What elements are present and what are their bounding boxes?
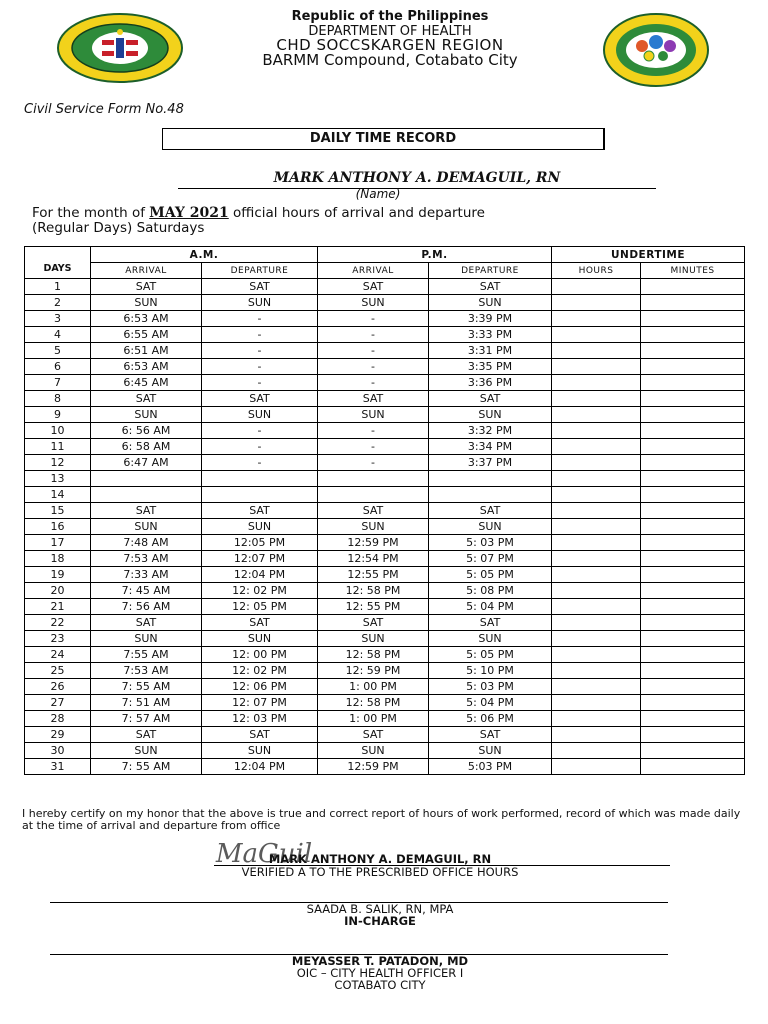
- am-departure-cell: 12: 07 PM: [202, 695, 318, 711]
- pm-arrival-cell: -: [318, 455, 429, 471]
- undertime-hours-cell: [552, 727, 641, 743]
- undertime-hours-cell: [552, 535, 641, 551]
- undertime-minutes-cell: [641, 359, 745, 375]
- pm-arrival-cell: 1: 00 PM: [318, 679, 429, 695]
- undertime-minutes-cell: [641, 647, 745, 663]
- table-row: [25, 711, 745, 727]
- am-departure-cell: 12: 03 PM: [202, 711, 318, 727]
- undertime-hours-cell: [552, 679, 641, 695]
- undertime-minutes-cell: [641, 455, 745, 471]
- undertime-hours-cell: [552, 663, 641, 679]
- day-cell: 8: [25, 391, 91, 407]
- table-row: [25, 583, 745, 599]
- table-row: [25, 599, 745, 615]
- month-prefix: For the month of: [32, 205, 145, 221]
- pm-arrival-cell: -: [318, 311, 429, 327]
- day-cell: 29: [25, 727, 91, 743]
- pm-departure-cell: SUN: [429, 743, 552, 759]
- pm-departure-cell: SUN: [429, 407, 552, 423]
- undertime-minutes-cell: [641, 423, 745, 439]
- table-row: [25, 423, 745, 439]
- am-arrival-cell: 6: 58 AM: [91, 439, 202, 455]
- pm-arrival-cell: -: [318, 439, 429, 455]
- pm-departure-cell: SUN: [429, 295, 552, 311]
- am-arrival-cell: 6:51 AM: [91, 343, 202, 359]
- pm-arrival-cell: SUN: [318, 295, 429, 311]
- day-cell: 14: [25, 487, 91, 503]
- pm-arrival-cell: -: [318, 375, 429, 391]
- day-cell: 3: [25, 311, 91, 327]
- undertime-hours-cell: [552, 423, 641, 439]
- am-departure-cell: SAT: [202, 727, 318, 743]
- undertime-hours-cell: [552, 455, 641, 471]
- table-row: [25, 487, 745, 503]
- am-arrival-cell: [91, 471, 202, 487]
- am-arrival-cell: 7:55 AM: [91, 647, 202, 663]
- form-title: DAILY TIME RECORD: [162, 128, 605, 150]
- am-departure-cell: [202, 471, 318, 487]
- day-cell: 26: [25, 679, 91, 695]
- day-cell: 25: [25, 663, 91, 679]
- pm-arrival-cell: -: [318, 359, 429, 375]
- am-departure-cell: 12: 02 PM: [202, 583, 318, 599]
- day-cell: 2: [25, 295, 91, 311]
- am-departure-cell: SUN: [202, 631, 318, 647]
- undertime-minutes-cell: [641, 327, 745, 343]
- signatory1-caption: VERIFIED A TO THE PRESCRIBED OFFICE HOURS: [241, 865, 519, 879]
- pm-arrival-cell: 12: 55 PM: [318, 599, 429, 615]
- undertime-minutes-cell: [641, 439, 745, 455]
- undertime-hours-cell: [552, 551, 641, 567]
- pm-departure-cell: 3:39 PM: [429, 311, 552, 327]
- am-arrival-cell: SAT: [91, 279, 202, 295]
- undertime-minutes-cell: [641, 551, 745, 567]
- table-row: [25, 535, 745, 551]
- day-cell: 18: [25, 551, 91, 567]
- pm-arrival-cell: -: [318, 343, 429, 359]
- pm-arrival-cell: 12: 58 PM: [318, 695, 429, 711]
- day-cell: 31: [25, 759, 91, 775]
- am-arrival-cell: 6:53 AM: [91, 359, 202, 375]
- day-cell: 10: [25, 423, 91, 439]
- day-cell: 15: [25, 503, 91, 519]
- table-row: [25, 695, 745, 711]
- day-cell: 30: [25, 743, 91, 759]
- pm-arrival-cell: SAT: [318, 279, 429, 295]
- pm-departure-cell: 5: 05 PM: [429, 567, 552, 583]
- day-cell: 20: [25, 583, 91, 599]
- pm-arrival-cell: SUN: [318, 631, 429, 647]
- pm-departure-cell: 3:32 PM: [429, 423, 552, 439]
- am-departure-cell: 12: 06 PM: [202, 679, 318, 695]
- am-arrival-cell: 7: 55 AM: [91, 679, 202, 695]
- undertime-hours-cell: [552, 711, 641, 727]
- am-departure-cell: 12: 02 PM: [202, 663, 318, 679]
- am-arrival-cell: SAT: [91, 615, 202, 631]
- pm-arrival-header: ARRIVAL: [318, 263, 429, 279]
- time-record-table: [24, 246, 745, 775]
- undertime-minutes-cell: [641, 471, 745, 487]
- am-arrival-cell: 7:48 AM: [91, 535, 202, 551]
- undertime-hours-cell: [552, 471, 641, 487]
- am-departure-cell: -: [202, 423, 318, 439]
- am-arrival-cell: 7: 56 AM: [91, 599, 202, 615]
- am-departure-header: DEPARTURE: [202, 263, 318, 279]
- am-departure-cell: -: [202, 375, 318, 391]
- time-record-body: [25, 279, 745, 775]
- table-row: [25, 295, 745, 311]
- table-row: [25, 743, 745, 759]
- pm-arrival-cell: 12: 58 PM: [318, 583, 429, 599]
- am-departure-cell: SUN: [202, 295, 318, 311]
- pm-departure-cell: 5: 08 PM: [429, 583, 552, 599]
- am-departure-cell: SAT: [202, 391, 318, 407]
- day-cell: 28: [25, 711, 91, 727]
- table-row: [25, 311, 745, 327]
- days-header: DAYS: [25, 247, 91, 279]
- undertime-minutes-cell: [641, 519, 745, 535]
- day-cell: 27: [25, 695, 91, 711]
- undertime-hours-cell: [552, 567, 641, 583]
- month-suffix: official hours of arrival and departure: [233, 205, 485, 221]
- undertime-minutes-cell: [641, 743, 745, 759]
- day-cell: 17: [25, 535, 91, 551]
- undertime-minutes-cell: [641, 615, 745, 631]
- am-arrival-cell: SAT: [91, 391, 202, 407]
- undertime-minutes-header: MINUTES: [641, 263, 745, 279]
- pm-arrival-cell: 12:55 PM: [318, 567, 429, 583]
- pm-departure-cell: 3:37 PM: [429, 455, 552, 471]
- am-arrival-cell: 6:47 AM: [91, 455, 202, 471]
- pm-arrival-cell: 1: 00 PM: [318, 711, 429, 727]
- pm-arrival-cell: 12:59 PM: [318, 759, 429, 775]
- pm-header: P.M.: [318, 247, 552, 263]
- am-arrival-cell: 6:45 AM: [91, 375, 202, 391]
- table-row: [25, 759, 745, 775]
- table-row: [25, 439, 745, 455]
- employee-name: MARK ANTHONY A. DEMAGUIL, RN: [178, 170, 656, 189]
- undertime-minutes-cell: [641, 759, 745, 775]
- pm-arrival-cell: -: [318, 423, 429, 439]
- pm-arrival-cell: 12: 59 PM: [318, 663, 429, 679]
- day-cell: 16: [25, 519, 91, 535]
- pm-arrival-cell: SUN: [318, 519, 429, 535]
- am-arrival-cell: 6:53 AM: [91, 311, 202, 327]
- am-departure-cell: SUN: [202, 519, 318, 535]
- undertime-minutes-cell: [641, 583, 745, 599]
- signatory3-name: MEYASSER T. PATADON, MD: [291, 954, 469, 968]
- table-row: [25, 727, 745, 743]
- day-cell: 7: [25, 375, 91, 391]
- table-row: [25, 279, 745, 295]
- am-departure-cell: 12: 05 PM: [202, 599, 318, 615]
- am-departure-cell: -: [202, 327, 318, 343]
- pm-arrival-cell: SAT: [318, 615, 429, 631]
- table-row: [25, 503, 745, 519]
- day-cell: 9: [25, 407, 91, 423]
- header-region: CHD SOCCSKARGEN REGION: [276, 36, 504, 54]
- pm-departure-cell: SAT: [429, 391, 552, 407]
- pm-departure-cell: SUN: [429, 631, 552, 647]
- am-departure-cell: SAT: [202, 503, 318, 519]
- am-departure-cell: 12:05 PM: [202, 535, 318, 551]
- day-cell: 13: [25, 471, 91, 487]
- undertime-minutes-cell: [641, 375, 745, 391]
- pm-departure-cell: [429, 487, 552, 503]
- month-value: MAY 2021: [149, 205, 229, 221]
- am-arrival-cell: SAT: [91, 503, 202, 519]
- undertime-minutes-cell: [641, 407, 745, 423]
- am-departure-cell: SUN: [202, 407, 318, 423]
- am-arrival-cell: 6: 56 AM: [91, 423, 202, 439]
- am-arrival-cell: 7: 55 AM: [91, 759, 202, 775]
- undertime-minutes-cell: [641, 535, 745, 551]
- day-cell: 19: [25, 567, 91, 583]
- am-departure-cell: -: [202, 455, 318, 471]
- am-arrival-cell: SAT: [91, 727, 202, 743]
- pm-departure-cell: SAT: [429, 727, 552, 743]
- certification-text: I hereby certify on my honor that the above is true and correct report of hours of work performed, record of which was made daily at the time of arrival and departure from office: [22, 807, 741, 832]
- pm-arrival-cell: [318, 471, 429, 487]
- am-departure-cell: SUN: [202, 743, 318, 759]
- doh-seal-logo: [56, 12, 184, 84]
- undertime-header: UNDERTIME: [552, 247, 745, 263]
- undertime-hours-cell: [552, 631, 641, 647]
- pm-arrival-cell: SAT: [318, 391, 429, 407]
- pm-departure-cell: 5: 04 PM: [429, 695, 552, 711]
- day-cell: 22: [25, 615, 91, 631]
- pm-departure-cell: 5: 10 PM: [429, 663, 552, 679]
- header-republic: Republic of the Philippines: [291, 9, 489, 24]
- am-arrival-cell: 7:53 AM: [91, 663, 202, 679]
- day-cell: 21: [25, 599, 91, 615]
- pm-departure-cell: 3:35 PM: [429, 359, 552, 375]
- am-departure-cell: SAT: [202, 279, 318, 295]
- table-row: [25, 359, 745, 375]
- undertime-hours-cell: [552, 695, 641, 711]
- pm-departure-cell: 5: 03 PM: [429, 679, 552, 695]
- am-arrival-cell: SUN: [91, 519, 202, 535]
- signature-mark: MaGuil: [215, 839, 313, 869]
- am-arrival-cell: 7: 45 AM: [91, 583, 202, 599]
- am-arrival-cell: 7: 57 AM: [91, 711, 202, 727]
- pm-departure-cell: 5: 06 PM: [429, 711, 552, 727]
- day-cell: 5: [25, 343, 91, 359]
- am-header: A.M.: [91, 247, 318, 263]
- am-departure-cell: 12:04 PM: [202, 759, 318, 775]
- undertime-hours-cell: [552, 359, 641, 375]
- undertime-hours-cell: [552, 375, 641, 391]
- month-line2: (Regular Days) Saturdays: [32, 220, 205, 236]
- table-row: [25, 455, 745, 471]
- pm-departure-cell: SAT: [429, 615, 552, 631]
- pm-departure-cell: SAT: [429, 279, 552, 295]
- table-row: [25, 375, 745, 391]
- month-statement: [32, 206, 752, 236]
- pm-departure-cell: 3:36 PM: [429, 375, 552, 391]
- table-row: [25, 343, 745, 359]
- am-departure-cell: -: [202, 343, 318, 359]
- table-row: [25, 471, 745, 487]
- am-departure-cell: 12: 00 PM: [202, 647, 318, 663]
- undertime-hours-cell: [552, 759, 641, 775]
- undertime-hours-cell: [552, 407, 641, 423]
- undertime-minutes-cell: [641, 391, 745, 407]
- am-departure-cell: 12:04 PM: [202, 567, 318, 583]
- am-arrival-cell: 6:55 AM: [91, 327, 202, 343]
- pm-departure-cell: 5:03 PM: [429, 759, 552, 775]
- undertime-minutes-cell: [641, 695, 745, 711]
- undertime-minutes-cell: [641, 503, 745, 519]
- pm-arrival-cell: [318, 487, 429, 503]
- table-row: [25, 551, 745, 567]
- am-departure-cell: -: [202, 439, 318, 455]
- undertime-minutes-cell: [641, 311, 745, 327]
- signatory1-name: MARK ANTHONY A. DEMAGUIL, RN: [268, 852, 492, 866]
- pm-arrival-cell: 12:59 PM: [318, 535, 429, 551]
- undertime-hours-cell: [552, 327, 641, 343]
- table-row: [25, 663, 745, 679]
- table-row: [25, 679, 745, 695]
- undertime-hours-cell: [552, 647, 641, 663]
- day-cell: 6: [25, 359, 91, 375]
- table-row: [25, 519, 745, 535]
- pm-arrival-cell: SAT: [318, 727, 429, 743]
- undertime-hours-cell: [552, 599, 641, 615]
- undertime-minutes-cell: [641, 631, 745, 647]
- am-departure-cell: -: [202, 359, 318, 375]
- undertime-hours-cell: [552, 615, 641, 631]
- am-arrival-header: ARRIVAL: [91, 263, 202, 279]
- am-arrival-cell: SUN: [91, 631, 202, 647]
- table-row: [25, 631, 745, 647]
- am-arrival-cell: 7:33 AM: [91, 567, 202, 583]
- pm-arrival-cell: 12: 58 PM: [318, 647, 429, 663]
- signatory3-location: COTABATO CITY: [334, 978, 426, 992]
- pm-departure-cell: SUN: [429, 519, 552, 535]
- undertime-minutes-cell: [641, 711, 745, 727]
- header-department: DEPARTMENT OF HEALTH: [308, 24, 472, 39]
- header-address: BARMM Compound, Cotabato City: [262, 51, 518, 69]
- pm-departure-header: DEPARTURE: [429, 263, 552, 279]
- pm-departure-cell: 3:34 PM: [429, 439, 552, 455]
- day-cell: 24: [25, 647, 91, 663]
- name-caption: (Name): [355, 187, 401, 201]
- undertime-hours-cell: [552, 487, 641, 503]
- am-arrival-cell: SUN: [91, 407, 202, 423]
- table-row: [25, 615, 745, 631]
- table-row: [25, 647, 745, 663]
- undertime-hours-cell: [552, 439, 641, 455]
- day-cell: 11: [25, 439, 91, 455]
- pm-departure-cell: 5: 07 PM: [429, 551, 552, 567]
- undertime-hours-cell: [552, 743, 641, 759]
- regional-office-seal-logo: [602, 12, 710, 88]
- undertime-minutes-cell: [641, 279, 745, 295]
- day-cell: 4: [25, 327, 91, 343]
- undertime-minutes-cell: [641, 295, 745, 311]
- undertime-minutes-cell: [641, 727, 745, 743]
- undertime-hours-cell: [552, 391, 641, 407]
- pm-arrival-cell: SUN: [318, 407, 429, 423]
- undertime-hours-cell: [552, 343, 641, 359]
- table-row: [25, 407, 745, 423]
- undertime-minutes-cell: [641, 567, 745, 583]
- table-row: [25, 391, 745, 407]
- am-departure-cell: [202, 487, 318, 503]
- table-row: [25, 327, 745, 343]
- undertime-hours-cell: [552, 503, 641, 519]
- day-cell: 12: [25, 455, 91, 471]
- undertime-hours-cell: [552, 295, 641, 311]
- am-arrival-cell: SUN: [91, 743, 202, 759]
- undertime-minutes-cell: [641, 343, 745, 359]
- undertime-hours-cell: [552, 583, 641, 599]
- undertime-minutes-cell: [641, 663, 745, 679]
- undertime-minutes-cell: [641, 679, 745, 695]
- pm-departure-cell: 3:33 PM: [429, 327, 552, 343]
- pm-departure-cell: [429, 471, 552, 487]
- undertime-hours-cell: [552, 279, 641, 295]
- undertime-hours-cell: [552, 519, 641, 535]
- am-arrival-cell: SUN: [91, 295, 202, 311]
- day-cell: 23: [25, 631, 91, 647]
- signatory3-title: OIC – CITY HEALTH OFFICER I: [296, 966, 464, 980]
- am-departure-cell: -: [202, 311, 318, 327]
- am-arrival-cell: 7:53 AM: [91, 551, 202, 567]
- pm-departure-cell: 5: 03 PM: [429, 535, 552, 551]
- table-row: [25, 567, 745, 583]
- pm-arrival-cell: 12:54 PM: [318, 551, 429, 567]
- am-arrival-cell: [91, 487, 202, 503]
- am-arrival-cell: 7: 51 AM: [91, 695, 202, 711]
- form-number: Civil Service Form No.48: [24, 102, 184, 117]
- undertime-minutes-cell: [641, 487, 745, 503]
- undertime-hours-cell: [552, 311, 641, 327]
- signatory2-title: IN-CHARGE: [344, 914, 416, 928]
- pm-departure-cell: SAT: [429, 503, 552, 519]
- am-departure-cell: SAT: [202, 615, 318, 631]
- pm-departure-cell: 5: 04 PM: [429, 599, 552, 615]
- undertime-minutes-cell: [641, 599, 745, 615]
- pm-arrival-cell: SUN: [318, 743, 429, 759]
- am-departure-cell: 12:07 PM: [202, 551, 318, 567]
- undertime-hours-header: HOURS: [552, 263, 641, 279]
- day-cell: 1: [25, 279, 91, 295]
- pm-departure-cell: 3:31 PM: [429, 343, 552, 359]
- signatory2-name: SAADA B. SALIK, RN, MPA: [306, 902, 454, 916]
- pm-arrival-cell: -: [318, 327, 429, 343]
- pm-departure-cell: 5: 05 PM: [429, 647, 552, 663]
- pm-arrival-cell: SAT: [318, 503, 429, 519]
